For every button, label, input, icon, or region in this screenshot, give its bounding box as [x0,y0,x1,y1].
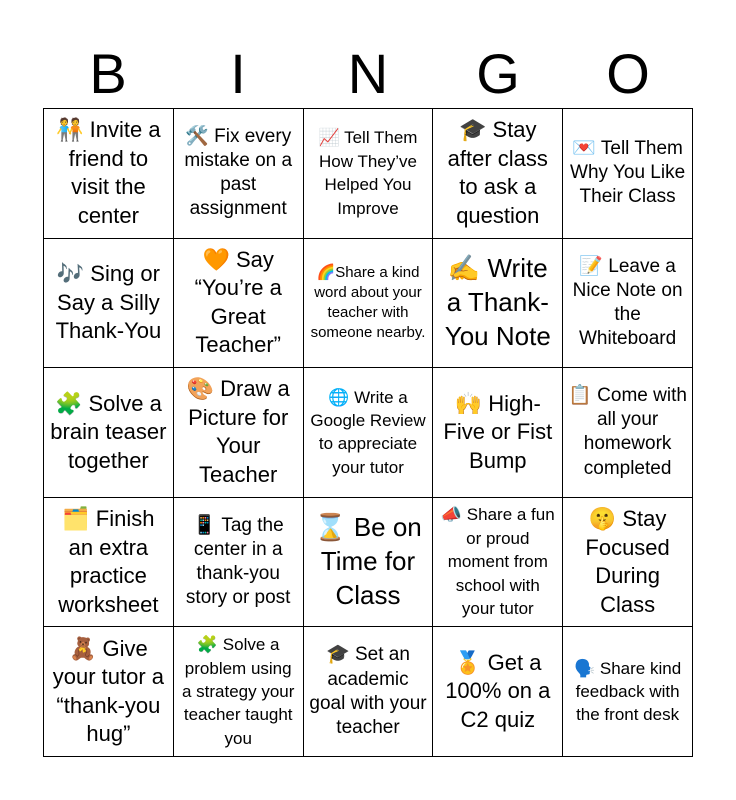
bingo-cell[interactable] [433,498,563,628]
bingo-cell[interactable] [304,368,434,498]
bingo-cell[interactable] [563,109,693,239]
header-letter-i: I [230,42,246,105]
bingo-cell-text: 💌 Tell Them Why You Like Their Class [570,138,686,208]
bingo-cell-text: 🧩 Solve a brain teaser together [50,390,167,473]
bingo-cell-text: 🎶 Sing or Say a Silly Thank-You [55,261,162,344]
bingo-cell[interactable] [174,498,304,628]
bingo-cell-text: 🗣️ Share kind feedback with the front desk [574,658,682,725]
bingo-cell-text: 🧩 Solve a problem using a strategy your teacher taught you [181,635,295,748]
bingo-cell[interactable] [304,109,434,239]
bingo-header [43,40,693,108]
bingo-cell-text: 🎨 Draw a Picture for Your Teacher [186,376,290,488]
bingo-cell-text: 🏅 Get a 100% on a C2 quiz [445,649,551,732]
bingo-cell[interactable] [174,627,304,757]
bingo-cell[interactable] [433,368,563,498]
bingo-cell[interactable] [563,498,693,628]
bingo-cell-text: 📋 Come with all your homework completed [568,385,687,479]
bingo-cell[interactable] [304,498,434,628]
bingo-cell-text: ✍️ Write a Thank-You Note [444,253,551,351]
bingo-cell-text: 📈 Tell Them How They’ve Helped You Improve [318,128,418,218]
bingo-cell[interactable] [174,368,304,498]
bingo-cell-text: 🛠️ Fix every mistake on a past assignment [184,126,293,220]
bingo-cell-text: 📱 Tag the center in a thank-you story or post [185,514,291,609]
bingo-cell[interactable] [44,627,174,757]
bingo-cell-text: 🧡 Say “You’re a Great Teacher” [194,246,282,358]
bingo-cell[interactable] [433,109,563,239]
bingo-cell-text: 📝 Leave a Nice Note on the Whiteboard [572,255,683,350]
bingo-cell[interactable] [304,239,434,369]
bingo-cell[interactable] [563,239,693,369]
bingo-cell-text: 🎓 Set an academic goal with your teacher [309,644,427,738]
bingo-cell-text: 🙌 High-Five or Fist Bump [443,390,553,473]
bingo-cell[interactable] [44,239,174,369]
bingo-cell[interactable] [44,498,174,628]
header-letter-n: N [347,42,389,105]
bingo-cell-text: 🧑‍🤝‍🧑 Invite a friend to visit the center [56,117,161,228]
bingo-cell-text: 🧸 Give your tutor a “thank-you hug” [52,635,165,747]
bingo-cell-text: 🌐 Write a Google Review to appreciate your tutor [310,387,426,477]
bingo-cell-text: 🤫 Stay Focused During Class [585,505,670,617]
bingo-cell[interactable] [174,239,304,369]
bingo-cell[interactable] [433,239,563,369]
bingo-cell[interactable] [563,627,693,757]
bingo-cell[interactable] [433,627,563,757]
bingo-cell[interactable] [44,368,174,498]
bingo-cell-text: 🎓 Stay after class to ask a question [447,117,548,228]
bingo-board [43,108,693,757]
bingo-cell[interactable] [174,109,304,239]
header-letter-g: G [476,42,520,105]
bingo-cell-text: ⌛ Be on Time for Class [314,512,422,610]
bingo-cell[interactable] [44,109,174,239]
bingo-cell-text: 🗂️ Finish an extra practice worksheet [58,505,159,617]
bingo-cell-text: 🌈Share a kind word about your teacher with someone nearby. [310,263,426,341]
bingo-cell-text: 📣 Share a fun or proud moment from school with your tutor [440,505,555,619]
header-letter-o: O [606,42,650,105]
bingo-cell[interactable] [304,627,434,757]
bingo-cell[interactable] [563,368,693,498]
header-letter-b: B [89,42,127,105]
